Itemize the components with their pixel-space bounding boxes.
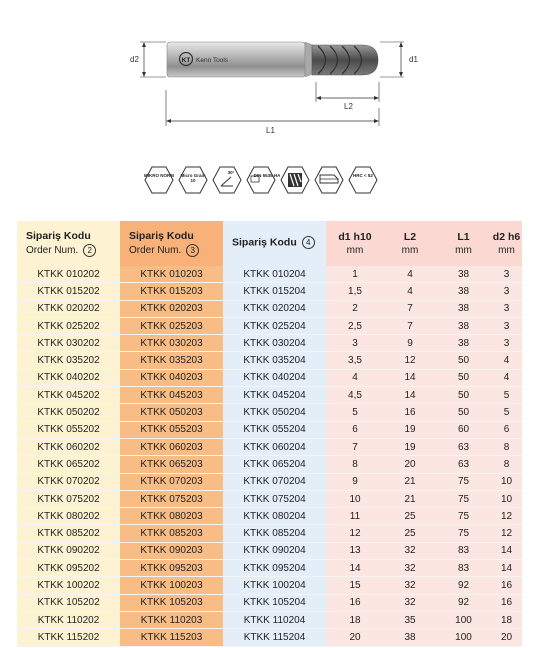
cell-d1: 3 xyxy=(326,335,384,352)
cell-order-code-3: KTKK 025203 xyxy=(120,317,223,334)
cell-l1: 63 xyxy=(436,456,491,473)
cell-order-code-2: KTKK 080202 xyxy=(17,508,120,525)
header-d1 xyxy=(326,221,384,266)
cell-order-code-2: KTKK 075202 xyxy=(17,490,120,507)
cell-d2: 3 xyxy=(491,335,522,352)
cell-order-code-2: KTKK 115202 xyxy=(17,629,120,646)
cell-l2: 9 xyxy=(384,335,436,352)
cell-order-code-2: KTKK 045202 xyxy=(17,387,120,404)
helix-30-icon xyxy=(212,166,242,194)
cell-l2: 14 xyxy=(384,387,436,404)
cell-l2: 21 xyxy=(384,490,436,507)
table-row xyxy=(17,421,522,438)
cell-order-code-4: KTKK 065204 xyxy=(223,456,326,473)
cell-d2: 18 xyxy=(491,611,522,628)
cell-order-code-2: KTKK 110202 xyxy=(17,611,120,628)
cell-order-code-3: KTKK 110203 xyxy=(120,611,223,628)
d2-label: d2 xyxy=(130,55,139,64)
header-title: L2 xyxy=(403,231,417,243)
din-6535-ha-icon xyxy=(246,166,281,194)
header-unit: mm xyxy=(455,245,472,256)
table-row xyxy=(17,456,522,473)
cell-order-code-2: KTKK 085202 xyxy=(17,525,120,542)
cell-l1: 60 xyxy=(436,421,491,438)
cell-order-code-3: KTKK 065203 xyxy=(120,456,223,473)
cell-d2: 8 xyxy=(491,438,522,455)
cell-order-code-3: KTKK 010203 xyxy=(120,266,223,283)
cell-order-code-2: KTKK 040202 xyxy=(17,369,120,386)
cell-d2: 3 xyxy=(491,266,522,283)
cell-order-code-2: KTKK 090202 xyxy=(17,542,120,559)
cell-l1: 38 xyxy=(436,317,491,334)
cell-l1: 83 xyxy=(436,560,491,577)
cell-l1: 100 xyxy=(436,629,491,646)
cell-d1: 10 xyxy=(326,490,384,507)
cell-l2: 19 xyxy=(384,438,436,455)
cell-d1: 12 xyxy=(326,525,384,542)
cell-d1: 8 xyxy=(326,456,384,473)
cell-d2: 5 xyxy=(491,404,522,421)
brand-label: Kenn Tools xyxy=(196,57,229,64)
cell-order-code-3: KTKK 105203 xyxy=(120,594,223,611)
cell-order-code-4: KTKK 085204 xyxy=(223,525,326,542)
cell-order-code-3: KTKK 040203 xyxy=(120,369,223,386)
cell-d1: 4,5 xyxy=(326,387,384,404)
cell-l2: 32 xyxy=(384,542,436,559)
table-header-row xyxy=(17,221,522,266)
table-row xyxy=(17,387,522,404)
cell-order-code-4: KTKK 045204 xyxy=(223,387,326,404)
cell-d2: 5 xyxy=(491,387,522,404)
cell-l1: 50 xyxy=(436,352,491,369)
cell-order-code-4: KTKK 050204 xyxy=(223,404,326,421)
cell-order-code-3: KTKK 085203 xyxy=(120,525,223,542)
header-title: Sipariş Kodu xyxy=(26,230,91,242)
cell-order-code-4: KTKK 055204 xyxy=(223,421,326,438)
cell-order-code-3: KTKK 075203 xyxy=(120,490,223,507)
cell-order-code-3: KTKK 055203 xyxy=(120,421,223,438)
l1-label: L1 xyxy=(266,126,275,135)
spec-table xyxy=(17,221,522,647)
cell-d2: 3 xyxy=(491,317,522,334)
cell-order-code-4: KTKK 035204 xyxy=(223,352,326,369)
flutes-icon xyxy=(280,166,310,194)
cell-order-code-4: KTKK 095204 xyxy=(223,560,326,577)
cell-order-code-4: KTKK 105204 xyxy=(223,594,326,611)
cell-l1: 92 xyxy=(436,577,491,594)
cell-l1: 38 xyxy=(436,266,491,283)
cell-order-code-2: KTKK 035202 xyxy=(17,352,120,369)
mikro-norm-icon xyxy=(144,166,174,194)
cell-order-code-4: KTKK 100204 xyxy=(223,577,326,594)
cell-order-code-4: KTKK 030204 xyxy=(223,335,326,352)
cell-d2: 16 xyxy=(491,577,522,594)
d1-label: d1 xyxy=(409,55,418,64)
cell-l2: 16 xyxy=(384,404,436,421)
cell-order-code-3: KTKK 030203 xyxy=(120,335,223,352)
cell-order-code-2: KTKK 070202 xyxy=(17,473,120,490)
cell-l1: 38 xyxy=(436,335,491,352)
header-order-code-3 xyxy=(120,221,223,266)
header-d2 xyxy=(491,221,522,266)
cell-l1: 63 xyxy=(436,438,491,455)
circle-number-badge: 3 xyxy=(186,244,199,257)
cell-order-code-2: KTKK 105202 xyxy=(17,594,120,611)
table-row xyxy=(17,266,522,283)
cell-l2: 21 xyxy=(384,473,436,490)
table-row xyxy=(17,629,522,646)
header-l2 xyxy=(384,221,436,266)
icon-label: 30° xyxy=(227,170,235,175)
cell-d1: 4 xyxy=(326,369,384,386)
cell-l1: 75 xyxy=(436,473,491,490)
cell-order-code-2: KTKK 020202 xyxy=(17,300,120,317)
cell-l2: 4 xyxy=(384,283,436,300)
cell-l2: 19 xyxy=(384,421,436,438)
cell-l1: 38 xyxy=(436,283,491,300)
table-row xyxy=(17,577,522,594)
cell-l1: 100 xyxy=(436,611,491,628)
table-row xyxy=(17,369,522,386)
cell-order-code-4: KTKK 025204 xyxy=(223,317,326,334)
header-order-code-2 xyxy=(17,221,120,266)
cell-d1: 11 xyxy=(326,508,384,525)
cell-order-code-3: KTKK 020203 xyxy=(120,300,223,317)
cell-order-code-2: KTKK 100202 xyxy=(17,577,120,594)
cell-l2: 25 xyxy=(384,525,436,542)
cell-d2: 4 xyxy=(491,352,522,369)
cell-order-code-2: KTKK 065202 xyxy=(17,456,120,473)
table-row xyxy=(17,473,522,490)
cell-order-code-2: KTKK 055202 xyxy=(17,421,120,438)
cell-order-code-4: KTKK 110204 xyxy=(223,611,326,628)
cell-d2: 12 xyxy=(491,508,522,525)
cell-d1: 13 xyxy=(326,542,384,559)
cell-l2: 32 xyxy=(384,560,436,577)
cell-d2: 10 xyxy=(491,473,522,490)
table-row xyxy=(17,317,522,334)
cell-d2: 20 xyxy=(491,629,522,646)
cell-order-code-3: KTKK 115203 xyxy=(120,629,223,646)
cell-order-code-4: KTKK 015204 xyxy=(223,283,326,300)
cell-l1: 50 xyxy=(436,404,491,421)
cell-l1: 75 xyxy=(436,490,491,507)
cell-order-code-2: KTKK 060202 xyxy=(17,438,120,455)
cell-d1: 2,5 xyxy=(326,317,384,334)
icon-label: HRC < 52 xyxy=(353,173,373,178)
table-row xyxy=(17,438,522,455)
cell-d1: 5 xyxy=(326,404,384,421)
table-row xyxy=(17,542,522,559)
cell-d2: 12 xyxy=(491,525,522,542)
cell-d1: 20 xyxy=(326,629,384,646)
table-row xyxy=(17,560,522,577)
cell-l2: 12 xyxy=(384,352,436,369)
cell-d1: 1 xyxy=(326,266,384,283)
cell-d1: 7 xyxy=(326,438,384,455)
cell-d1: 16 xyxy=(326,594,384,611)
cell-l1: 75 xyxy=(436,525,491,542)
cell-order-code-2: KTKK 015202 xyxy=(17,283,120,300)
table-row xyxy=(17,490,522,507)
header-unit: mm xyxy=(498,245,515,256)
tool-profile-icon xyxy=(314,166,344,194)
header-title: Sipariş Kodu xyxy=(129,230,194,242)
header-unit: mm xyxy=(346,245,364,256)
end-mill-drawing xyxy=(0,0,542,150)
cell-order-code-4: KTKK 075204 xyxy=(223,490,326,507)
micro-grain-icon xyxy=(178,166,208,194)
cell-d2: 4 xyxy=(491,369,522,386)
cell-order-code-4: KTKK 115204 xyxy=(223,629,326,646)
cell-l1: 92 xyxy=(436,594,491,611)
cell-order-code-3: KTKK 080203 xyxy=(120,508,223,525)
cell-l2: 7 xyxy=(384,300,436,317)
cell-d1: 15 xyxy=(326,577,384,594)
cell-order-code-2: KTKK 030202 xyxy=(17,335,120,352)
cell-d2: 3 xyxy=(491,300,522,317)
header-l1 xyxy=(436,221,491,266)
header-sub: Order Num. xyxy=(26,245,79,257)
header-unit: mm xyxy=(401,245,419,256)
cell-d2: 14 xyxy=(491,542,522,559)
table-row xyxy=(17,611,522,628)
circle-number-badge: 4 xyxy=(302,236,315,249)
cell-l2: 4 xyxy=(384,266,436,283)
cell-d2: 16 xyxy=(491,594,522,611)
cell-d2: 3 xyxy=(491,283,522,300)
cell-d2: 10 xyxy=(491,490,522,507)
table-row xyxy=(17,508,522,525)
header-title: Sipariş Kodu xyxy=(232,236,297,249)
cell-d1: 9 xyxy=(326,473,384,490)
cell-order-code-3: KTKK 100203 xyxy=(120,577,223,594)
cell-order-code-3: KTKK 015203 xyxy=(120,283,223,300)
icon-label: Micro Grain 10 xyxy=(180,173,206,184)
cell-order-code-3: KTKK 090203 xyxy=(120,542,223,559)
l2-label: L2 xyxy=(344,102,353,111)
header-sub: Order Num. xyxy=(129,245,182,257)
cell-d1: 3,5 xyxy=(326,352,384,369)
cell-order-code-3: KTKK 060203 xyxy=(120,438,223,455)
cell-order-code-2: KTKK 010202 xyxy=(17,266,120,283)
tool-drawing xyxy=(0,0,542,150)
icon-label: DIN 6535 HA xyxy=(253,173,281,178)
cell-l2: 38 xyxy=(384,629,436,646)
cell-d1: 14 xyxy=(326,560,384,577)
cell-order-code-4: KTKK 010204 xyxy=(223,266,326,283)
cell-l1: 50 xyxy=(436,387,491,404)
cell-l2: 25 xyxy=(384,508,436,525)
table-row xyxy=(17,352,522,369)
circle-number-badge: 2 xyxy=(83,244,96,257)
cell-order-code-3: KTKK 070203 xyxy=(120,473,223,490)
header-title: d2 h6 xyxy=(492,231,521,243)
table-row xyxy=(17,525,522,542)
header-title: d1 h10 xyxy=(338,231,372,243)
cell-l1: 50 xyxy=(436,369,491,386)
cell-order-code-2: KTKK 095202 xyxy=(17,560,120,577)
cell-order-code-4: KTKK 070204 xyxy=(223,473,326,490)
cell-order-code-4: KTKK 040204 xyxy=(223,369,326,386)
table-row xyxy=(17,594,522,611)
cell-d1: 18 xyxy=(326,611,384,628)
table-body xyxy=(17,266,522,646)
table-row xyxy=(17,283,522,300)
cell-l2: 35 xyxy=(384,611,436,628)
cell-l1: 38 xyxy=(436,300,491,317)
table-row xyxy=(17,404,522,421)
cell-d2: 8 xyxy=(491,456,522,473)
cell-d1: 6 xyxy=(326,421,384,438)
cell-order-code-2: KTKK 025202 xyxy=(17,317,120,334)
cell-order-code-4: KTKK 020204 xyxy=(223,300,326,317)
table-row xyxy=(17,300,522,317)
header-title: L1 xyxy=(457,231,470,243)
cell-l2: 20 xyxy=(384,456,436,473)
cell-l2: 7 xyxy=(384,317,436,334)
property-icons xyxy=(144,166,394,196)
cell-l1: 83 xyxy=(436,542,491,559)
cell-order-code-4: KTKK 090204 xyxy=(223,542,326,559)
cell-order-code-4: KTKK 060204 xyxy=(223,438,326,455)
cell-l2: 32 xyxy=(384,577,436,594)
logo-mark: KT xyxy=(181,57,191,64)
cell-order-code-3: KTKK 095203 xyxy=(120,560,223,577)
cell-order-code-4: KTKK 080204 xyxy=(223,508,326,525)
cell-l1: 75 xyxy=(436,508,491,525)
cell-order-code-3: KTKK 035203 xyxy=(120,352,223,369)
cell-order-code-2: KTKK 050202 xyxy=(17,404,120,421)
cell-order-code-3: KTKK 045203 xyxy=(120,387,223,404)
cell-d1: 1,5 xyxy=(326,283,384,300)
hrc-52-icon xyxy=(348,166,378,194)
icon-label: MIKRO NORM xyxy=(144,173,174,178)
cell-l2: 14 xyxy=(384,369,436,386)
cell-d1: 2 xyxy=(326,300,384,317)
header-order-code-4 xyxy=(223,221,326,266)
table-row xyxy=(17,335,522,352)
cell-d2: 14 xyxy=(491,560,522,577)
cell-order-code-3: KTKK 050203 xyxy=(120,404,223,421)
cell-d2: 6 xyxy=(491,421,522,438)
cell-l2: 32 xyxy=(384,594,436,611)
